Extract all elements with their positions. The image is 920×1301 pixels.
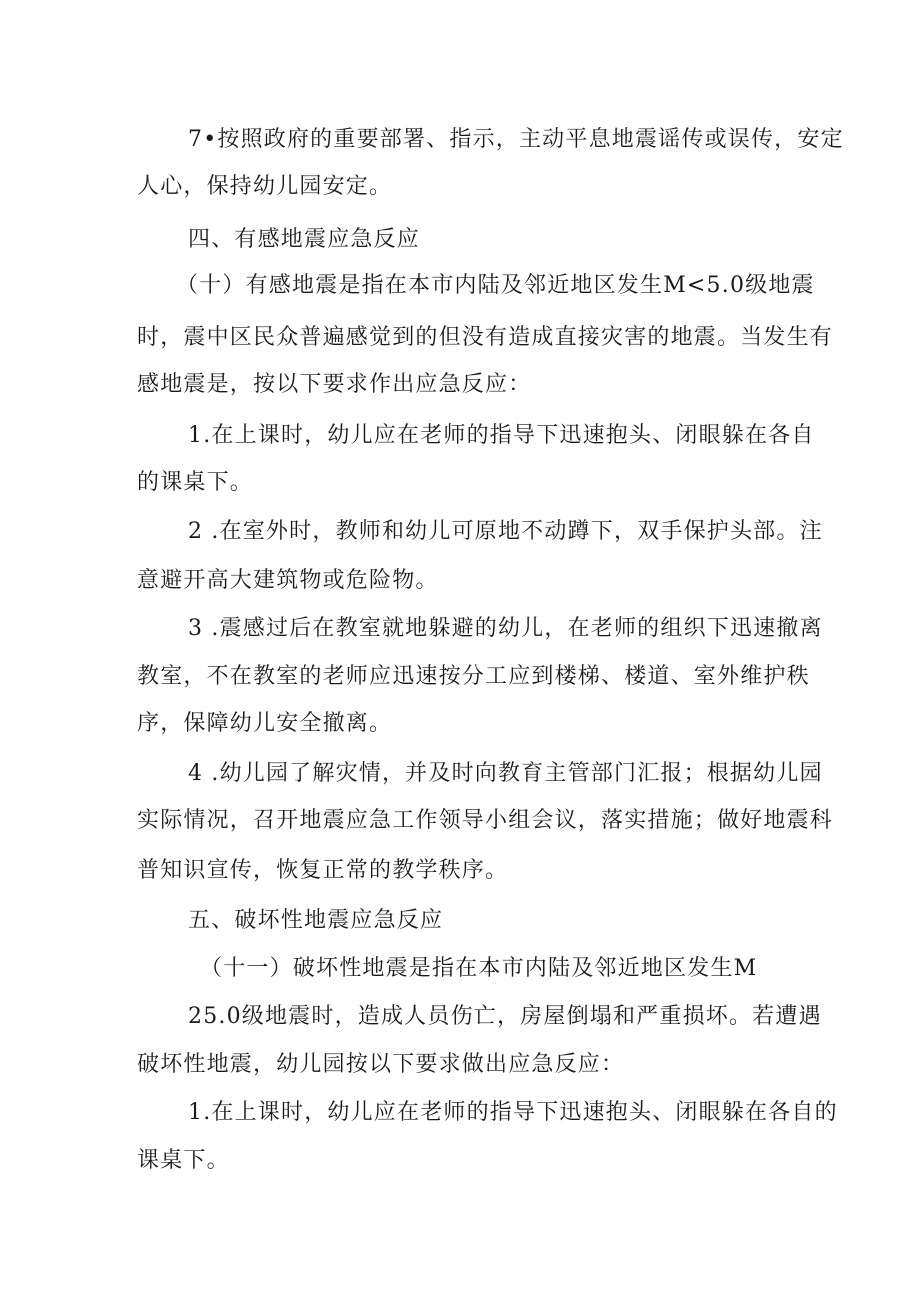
text-line: 普知识宣传，恢复正常的教学秩序。 [137,858,509,883]
text-line: 人心，保持幼儿园安定。 [137,174,393,199]
text-line: 4 .幼儿园了解灾情，并及时向教育主管部门汇报；根据幼儿园 [188,761,823,786]
text-line: 1.在上课时，幼儿应在老师的指导下迅速抱头、闭眼躲在各自的 [188,1100,838,1125]
text-line: 时，震中区民众普遍感觉到的但没有造成直接灾害的地震。当发生有 [137,325,834,350]
text-line: 序，保障幼儿安全撤离。 [137,711,393,736]
text-line: 意避开高大建筑物或危险物。 [137,568,439,593]
section-heading: 五、破坏性地震应急反应 [188,908,444,933]
text-line: 课桌下。 [137,1148,230,1173]
text-line: 感地震是，按以下要求作出应急反应： [137,372,532,397]
text-line: 2 .在室外时，教师和幼儿可原地不动蹲下，双手保护头部。注 [188,519,823,544]
section-heading: 四、有感地震应急反应 [188,227,421,252]
text-line: 的课桌下。 [137,470,254,495]
text-line: 教室，不在教室的老师应迅速按分工应到楼梯、楼道、室外维护秩 [137,664,810,689]
text-line: （十一）破坏性地震是指在本市内陆及邻近地区发生M [200,956,758,981]
text-line: 3 .震感过后在教室就地躲避的幼儿，在老师的组织下迅速撤离 [188,616,823,641]
text-line: 25.0级地震时，造成人员伤亡，房屋倒塌和严重损坏。若遭遇 [188,1004,822,1029]
text-line: 7•按照政府的重要部署、指示，主动平息地震谣传或误传，安定 [188,127,844,152]
text-line: （十）有感地震是指在本市内陆及邻近地区发生M<5.0级地震 [176,273,815,298]
text-line: 破坏性地震，幼儿园按以下要求做出应急反应： [137,1052,625,1077]
text-line: 实际情况，召开地震应急工作领导小组会议，落实措施；做好地震科 [137,808,834,833]
text-line: 1.在上课时，幼儿应在老师的指导下迅速抱头、闭眼躲在各自 [188,423,815,448]
